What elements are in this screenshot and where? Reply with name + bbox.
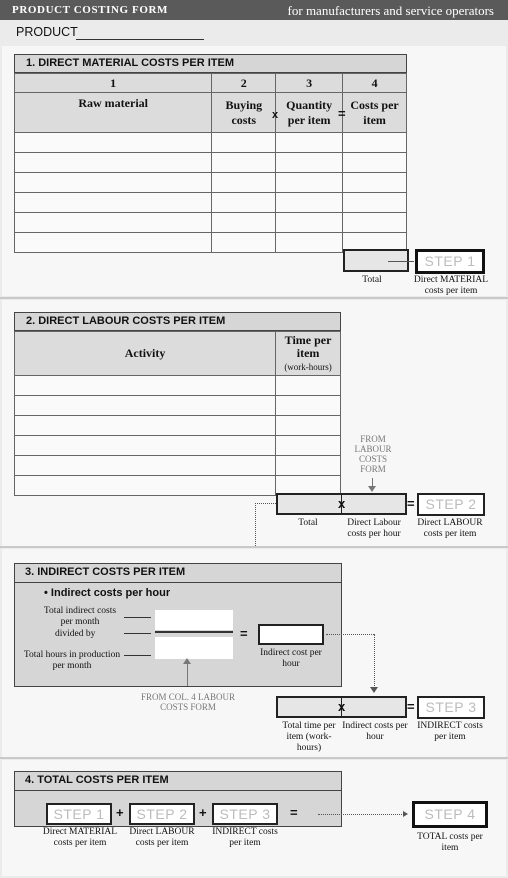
- total-indirect-label: Total indirect costs per month: [43, 606, 117, 627]
- table-cell[interactable]: [343, 133, 407, 153]
- table-cell[interactable]: [15, 153, 212, 173]
- hours-month-input[interactable]: [155, 637, 233, 659]
- total-step-3-box[interactable]: STEP 3: [212, 803, 278, 825]
- table-cell[interactable]: [212, 173, 276, 193]
- connector-line: [374, 634, 375, 688]
- table-cell[interactable]: [15, 173, 212, 193]
- table-cell[interactable]: [276, 173, 343, 193]
- step-1-box[interactable]: STEP 1: [415, 249, 485, 274]
- table-cell[interactable]: [276, 213, 343, 233]
- divider: [0, 546, 508, 548]
- equals-operator: =: [407, 699, 415, 714]
- section-3-title: 3. INDIRECT COSTS PER ITEM: [14, 563, 342, 583]
- table-cell[interactable]: [343, 173, 407, 193]
- table-cell[interactable]: [212, 153, 276, 173]
- indirect-rate-label-2: Indirect costs per hour: [342, 721, 408, 742]
- form-title: PRODUCT COSTING FORM: [12, 4, 169, 16]
- total-label: Total: [362, 275, 382, 285]
- from-col4-label: FROM COL. 4 LABOUR COSTS FORM: [140, 692, 235, 712]
- table-cell[interactable]: [343, 153, 407, 173]
- table-cell[interactable]: [276, 193, 343, 213]
- total-step-2-box[interactable]: STEP 2: [129, 803, 195, 825]
- arrow-head-up: [183, 658, 191, 664]
- label-indirect: INDIRECT costs per item: [212, 827, 278, 848]
- table-cell[interactable]: [15, 416, 276, 436]
- product-label: PRODUCT: [16, 25, 78, 39]
- table-cell[interactable]: [15, 233, 212, 253]
- table-cell[interactable]: [276, 233, 343, 253]
- time-per-item-text: Time per item: [284, 332, 332, 360]
- table-cell[interactable]: [276, 376, 341, 396]
- table-cell[interactable]: [276, 416, 341, 436]
- table-cell[interactable]: [15, 436, 276, 456]
- equals-operator: =: [240, 626, 248, 641]
- table-cell[interactable]: [15, 456, 276, 476]
- arrow-line: [124, 633, 151, 634]
- direct-labour-rate-label: Direct Labour costs per hour: [347, 518, 401, 539]
- col-header-quantity: Quantity per item: [276, 93, 343, 133]
- col-number-2: 2: [212, 74, 276, 93]
- plus-operator: +: [116, 805, 124, 820]
- labour-table: [14, 331, 341, 496]
- col-header-buying-costs: Buying costs: [212, 93, 276, 133]
- divider: [0, 757, 508, 759]
- table-cell[interactable]: [15, 376, 276, 396]
- step-2-box[interactable]: STEP 2: [417, 493, 485, 516]
- table-cell[interactable]: [212, 193, 276, 213]
- total-hours-label: Total hours in production per month: [23, 650, 121, 671]
- col-number-1: 1: [15, 74, 212, 93]
- table-cell[interactable]: [343, 193, 407, 213]
- step-3-box[interactable]: STEP 3: [417, 696, 485, 719]
- division-bar: [155, 631, 233, 633]
- arrow-line: [388, 261, 414, 262]
- multiply-operator: x: [338, 699, 346, 714]
- bullet-indirect-costs: • Indirect costs per hour: [44, 587, 171, 599]
- table-cell[interactable]: [276, 456, 341, 476]
- col-number-4: 4: [343, 74, 407, 93]
- plus-operator: +: [199, 805, 207, 820]
- label-labour: Direct LABOUR costs per item: [129, 827, 195, 848]
- equals-operator: =: [407, 496, 415, 511]
- arrow-line: [124, 617, 151, 618]
- table-cell[interactable]: [212, 233, 276, 253]
- arrow-head-down: [368, 486, 376, 492]
- arrow-head-down: [370, 687, 378, 693]
- table-cell[interactable]: [15, 213, 212, 233]
- connector-line: [255, 503, 276, 504]
- table-cell[interactable]: [343, 213, 407, 233]
- connector-line: [326, 634, 374, 635]
- arrow-line: [124, 655, 151, 656]
- table-cell[interactable]: [15, 133, 212, 153]
- table-cell[interactable]: [212, 213, 276, 233]
- table-cell[interactable]: [212, 133, 276, 153]
- equals-operator: =: [290, 805, 298, 820]
- col-header-costs: Costs per item: [343, 93, 407, 133]
- step-4-box[interactable]: STEP 4: [412, 801, 488, 828]
- table-cell[interactable]: [276, 436, 341, 456]
- table-cell[interactable]: [15, 476, 276, 496]
- form-subtitle: for manufacturers and service operators: [287, 3, 494, 18]
- total-step-1-box[interactable]: STEP 1: [46, 803, 112, 825]
- table-cell[interactable]: [276, 133, 343, 153]
- material-table: [14, 73, 407, 253]
- step-1-label: Direct MATERIAL costs per item: [413, 275, 489, 296]
- label-total: TOTAL costs per item: [417, 832, 483, 853]
- indirect-rate-label: Indirect cost per hour: [260, 648, 322, 669]
- col-header-raw-material: Raw material: [15, 93, 212, 133]
- multiply-operator: x: [338, 496, 346, 511]
- arrow-up: [187, 662, 188, 686]
- table-cell[interactable]: [15, 396, 276, 416]
- col-header-time: [276, 332, 341, 376]
- table-cell[interactable]: [276, 153, 343, 173]
- total-label: Total: [298, 518, 318, 528]
- connector-arrow: [318, 814, 404, 815]
- section-2-title: 2. DIRECT LABOUR COSTS PER ITEM: [14, 312, 341, 331]
- section-1-title: 1. DIRECT MATERIAL COSTS PER ITEM: [14, 54, 407, 73]
- label-material: Direct MATERIAL costs per item: [42, 827, 118, 848]
- step-2-label: Direct LABOUR costs per item: [417, 518, 483, 539]
- product-input-line[interactable]: [76, 39, 204, 40]
- table-cell[interactable]: [15, 193, 212, 213]
- step-3-label: INDIRECT costs per item: [417, 721, 483, 742]
- col-number-3: 3: [276, 74, 343, 93]
- indirect-rate-box[interactable]: [258, 624, 324, 645]
- bullet-text: Indirect costs per hour: [50, 587, 171, 599]
- section-4-title: 4. TOTAL COSTS PER ITEM: [14, 771, 342, 791]
- multiply-operator: x: [272, 109, 279, 121]
- divided-by-label: divided by: [55, 629, 96, 639]
- total-time-label: Total time per item (work-hours): [282, 721, 336, 753]
- work-hours-text: (work-hours): [284, 361, 332, 372]
- table-cell[interactable]: [276, 396, 341, 416]
- from-labour-costs-label: FROM LABOUR COSTS FORM: [354, 434, 392, 474]
- divider: [0, 297, 508, 299]
- col-header-activity: Activity: [15, 332, 276, 376]
- equals-operator: =: [338, 106, 346, 121]
- indirect-month-input[interactable]: [155, 610, 233, 630]
